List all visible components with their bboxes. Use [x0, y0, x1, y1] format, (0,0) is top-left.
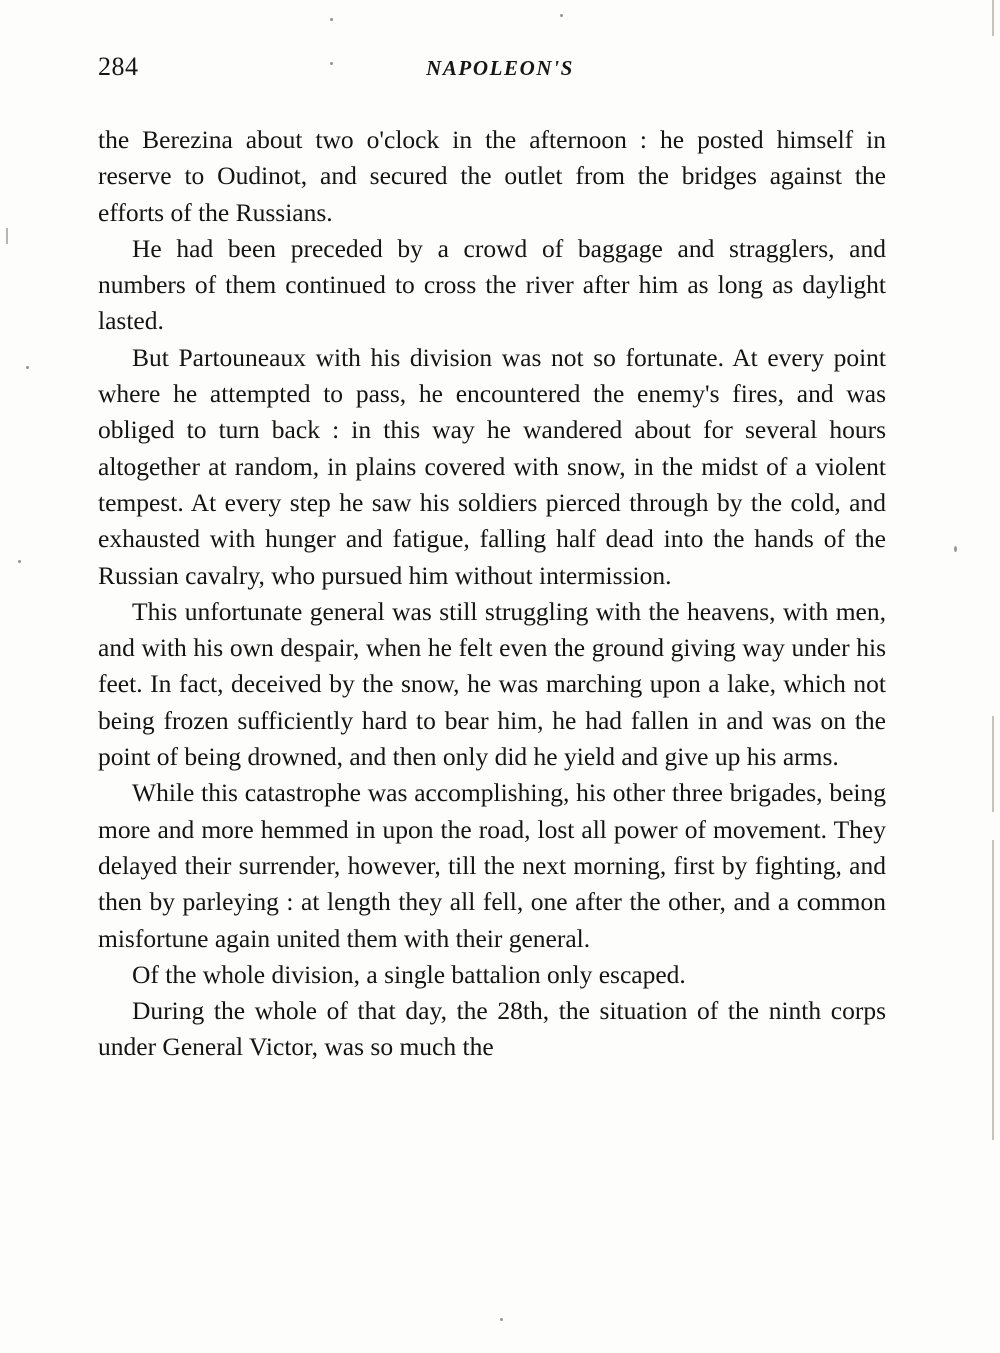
- page-number: 284: [98, 52, 139, 81]
- page-edge-artifact: [992, 716, 994, 812]
- page-edge-artifact: [6, 228, 8, 244]
- paragraph: He had been preceded by a crowd of baggage and stragglers, and numbers of them continued to cross the river after him as long as daylight lasted.: [98, 233, 886, 336]
- speck-artifact: [500, 1318, 503, 1321]
- speck-artifact: [560, 14, 563, 17]
- paragraph: While this catastrophe was accomplishing, his other three brigades, being more and more hemmed in upon the road, lost all power of movement. They delayed their surrender, however, till the next morning, first by fighting, and then by parleying : at length they all fell, one after the other, and a common misfortune again united them with their general.: [98, 778, 886, 953]
- page-edge-artifact: [992, 0, 994, 36]
- page-edge-artifact: [992, 840, 994, 1140]
- paragraph: During the whole of that day, the 28th, the situation of the ninth corps under General Victor, was so much the: [98, 996, 886, 1062]
- paragraph: This unfortunate general was still struggling with the heavens, with men, and with his own despair, when he felt even the ground giving way under his feet. In fact, deceived by the snow, he was marching upon a lake, which not being frozen sufficiently hard to bear him, he had fallen in and was on the point of being drowned, and then only did he yield and give up his arms.: [98, 596, 886, 772]
- running-head: NAPOLEON'S: [426, 56, 574, 80]
- speck-artifact: [954, 546, 957, 552]
- body-text: [98, 122, 886, 1066]
- paragraph: the Berezina about two o'clock in the afternoon : he posted himself in reserve to Oudinot, and secured the outlet from the bridges against the efforts of the Russians.: [98, 125, 886, 227]
- speck-artifact: [18, 560, 21, 563]
- page-header: [0, 52, 1000, 92]
- paragraph: But Partouneaux with his division was not so fortunate. At every point where he attempted to pass, he encountered the enemy's fires, and was obliged to turn back : in this way he wandered about for several hours altogether at random, in plains covered with snow, in the midst of a violent tempest. At every step he saw his soldiers pierced through by the cold, and exhausted with hunger and fatigue, falling half dead into the hands of the Russian cavalry, who pursued him without intermission.: [98, 342, 886, 590]
- speck-artifact: [26, 366, 29, 369]
- paragraph: Of the whole division, a single battalion only escaped.: [132, 959, 686, 989]
- speck-artifact: [330, 18, 333, 21]
